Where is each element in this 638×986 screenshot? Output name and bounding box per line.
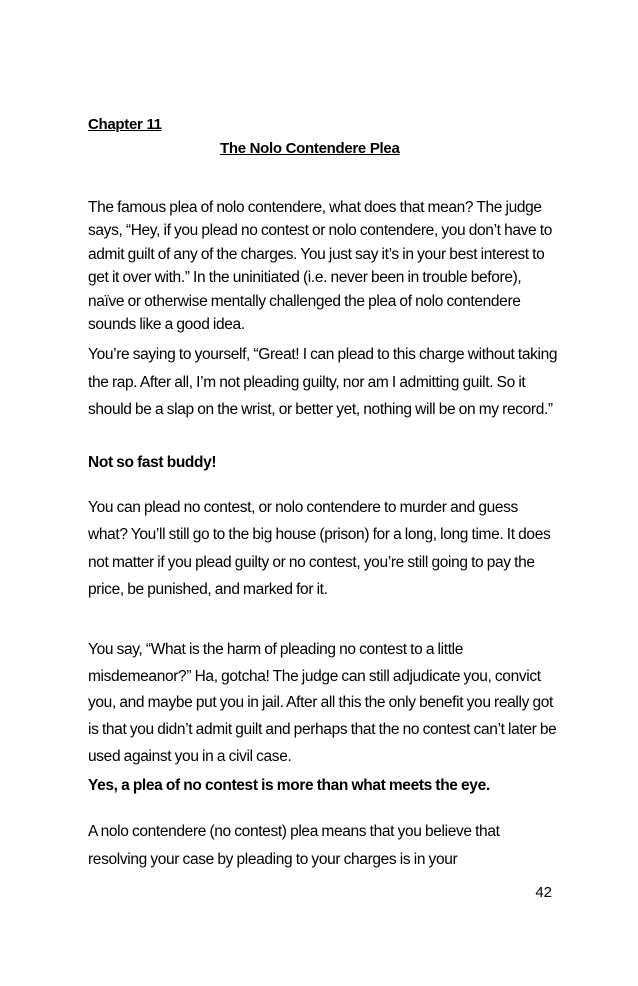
bold-callout-not-so-fast: Not so fast buddy! xyxy=(88,454,217,471)
paragraph-intro: The famous plea of nolo contendere, what does that mean? The judge says, “Hey, if you plead no contest or nolo contendere, you don’t have to admit guilt of any of the charges. You just say it’s in your best interest to get it over with.” In the uninitiated (i.e. never been in trouble before), naïve or otherwise mentally challenged the plea of nolo contendere sounds like a good idea. xyxy=(88,199,552,334)
bold-callout-more-than-meets-eye: Yes, a plea of no contest is more than what meets the eye. xyxy=(88,777,490,794)
page-number: 42 xyxy=(535,884,552,901)
paragraph-meaning: A nolo contendere (no contest) plea means that you believe that resolving your case by pleading to your charges is in your xyxy=(88,823,500,868)
paragraph-thoughts: You’re saying to yourself, “Great! I can plead to this charge without taking the rap. After all, I’m not pleading guilty, nor am I admitting guilt. So it should be a slap on the wrist, or better yet, nothing will be on my record.” xyxy=(88,346,558,419)
paragraph-murder-example: You can plead no contest, or nolo contendere to murder and guess what? You’ll still go to the big house (prison) for a long, long time. It does not matter if you plead guilty or no contest, you’re still going to pay the price, be punished, and marked for it. xyxy=(88,499,551,598)
chapter-title: The Nolo Contendere Plea xyxy=(220,140,400,157)
chapter-label: Chapter 11 xyxy=(88,116,162,133)
paragraph-misdemeanor: You say, “What is the harm of pleading no contest to a little misdemeanor?” Ha, gotcha! The judge can still adjudicate you, convict you, and maybe put you in jail. After all this the only benefit you really got is that you didn’t admit guilt and perhaps that the no contest can’t later be used against you in a civil case. xyxy=(88,641,557,765)
